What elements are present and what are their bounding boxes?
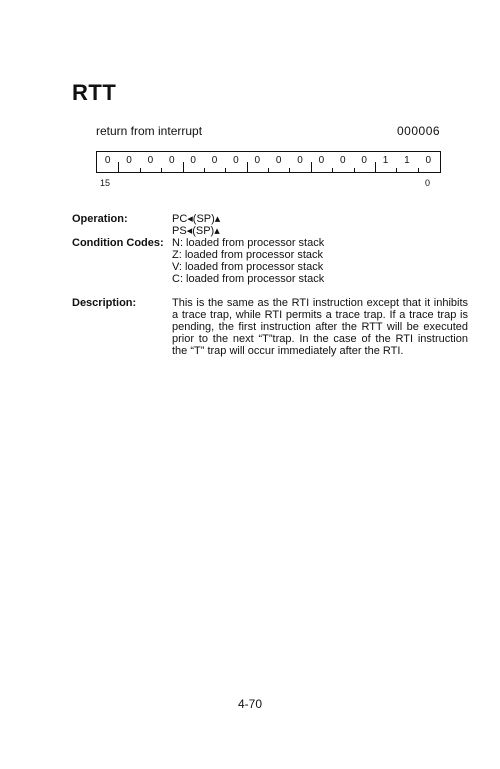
instruction-description: return from interrupt <box>96 124 203 138</box>
bit-value: 0 <box>104 155 111 166</box>
bit-label-high: 15 <box>100 178 111 188</box>
bit-value: 0 <box>147 155 154 166</box>
bit-tick <box>247 162 248 172</box>
bit-value: 0 <box>361 155 367 166</box>
bit-tick <box>396 168 397 172</box>
bit-value: 1 <box>382 155 389 166</box>
bit-tick <box>161 168 162 172</box>
operation-label: Operation: <box>72 213 128 225</box>
bit-tick <box>140 168 141 172</box>
bit-diagram <box>96 151 441 173</box>
condition-code-c: C: loaded from processor stack <box>172 273 325 285</box>
description-line: a trace trap, while RTI permits a trace trap. If a trace trap is <box>172 309 468 321</box>
bit-value: 0 <box>126 155 132 166</box>
bit-tick <box>225 168 226 172</box>
page-number: 4-70 <box>237 697 263 711</box>
bit-value: 0 <box>190 155 196 166</box>
condition-code-z: Z: loaded from processor stack <box>172 249 324 261</box>
bit-value: 0 <box>211 155 218 166</box>
bit-value: 0 <box>275 155 282 166</box>
condition-codes-label: Condition Codes: <box>72 237 164 249</box>
description-line: This is the same as the RTI instruction except that it inhibits <box>172 297 468 309</box>
bit-value: 0 <box>340 155 346 166</box>
condition-code-n: N: loaded from processor stack <box>172 237 325 249</box>
bit-tick <box>118 162 119 172</box>
bit-value: 0 <box>233 155 239 166</box>
bit-tick <box>354 168 355 172</box>
description-line: the “T” trap will occur immediately after the RTI. <box>172 345 404 357</box>
description-text <box>172 297 468 357</box>
bit-tick <box>289 168 290 172</box>
bit-value: 0 <box>425 155 432 166</box>
bit-value: 0 <box>254 155 261 166</box>
opcode: 000006 <box>397 124 441 138</box>
bit-tick <box>375 162 376 172</box>
bit-tick <box>311 162 312 172</box>
page-title: RTT <box>72 80 117 105</box>
operation-line-1: PC◂(SP)▴ <box>172 213 221 225</box>
description-label: Description: <box>72 297 137 309</box>
bit-tick <box>268 168 269 172</box>
description-line: pending, the first instruction after the RTT will be executed <box>172 321 468 333</box>
condition-code-v: V: loaded from processor stack <box>172 261 324 273</box>
bit-tick <box>204 168 205 172</box>
bit-value: 0 <box>169 155 175 166</box>
bit-tick <box>418 168 419 172</box>
bit-value: 1 <box>404 155 410 166</box>
bit-value: 0 <box>318 155 325 166</box>
bit-tick <box>183 162 184 172</box>
description-line: prior to the next “T”trap. In the case of the RTI instruction <box>172 333 468 345</box>
bit-label-low: 0 <box>425 178 431 188</box>
bit-tick <box>332 168 333 172</box>
bit-value: 0 <box>297 155 303 166</box>
operation-line-2: PS◂(SP)▴ <box>172 225 220 237</box>
